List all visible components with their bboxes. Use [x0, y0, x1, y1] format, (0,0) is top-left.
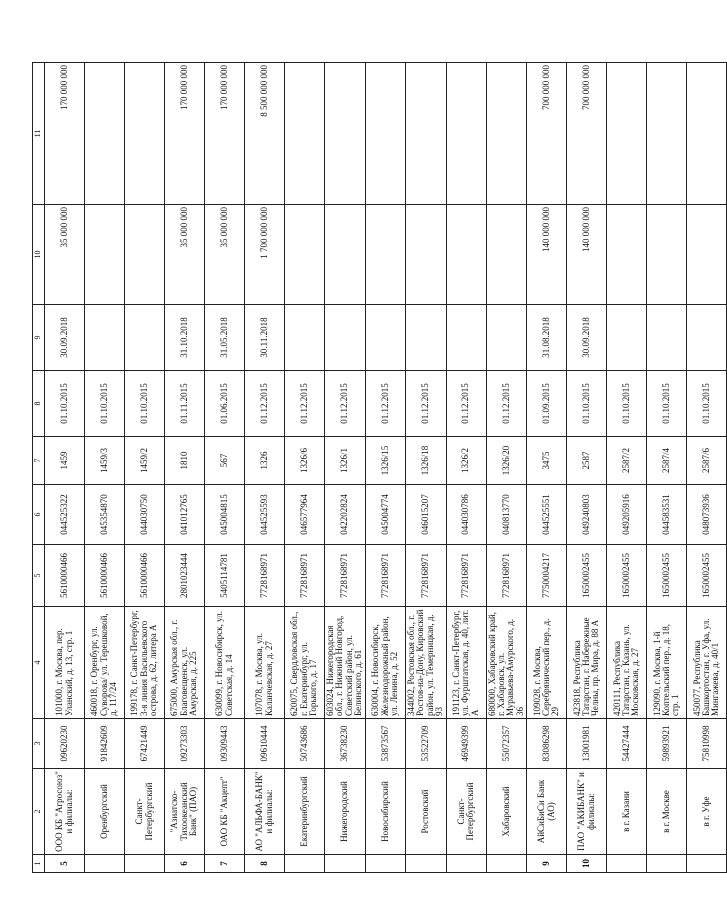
amount-min-cell — [365, 205, 405, 305]
amount-max-cell — [647, 63, 687, 205]
amount-max-cell — [486, 63, 527, 205]
end-date-cell — [647, 305, 687, 371]
column-number-row — [33, 63, 45, 873]
reg-number-cell: 2587/2 — [607, 437, 647, 485]
reg-number-cell: 567 — [205, 437, 245, 485]
bank-name-cell: ООО КБ "Агросоюз" и филиалы: — [45, 769, 85, 855]
amount-max-cell — [687, 63, 727, 205]
reg-number-cell: 1459 — [45, 437, 85, 485]
start-date-cell: 01.06.2015 — [205, 371, 245, 437]
amount-max-cell: 170 000 000 — [45, 63, 85, 205]
bik-cell: 045004774 — [365, 485, 405, 545]
inn-cell: 1650002455 — [567, 545, 607, 607]
okpo-code-cell: 09309443 — [205, 719, 245, 769]
inn-cell: 7728168971 — [365, 545, 405, 607]
start-date-cell: 01.10.2015 — [125, 371, 165, 437]
bank-name-cell: Екатеринбургский — [285, 769, 325, 855]
okpo-code-cell: 13001981 — [567, 719, 607, 769]
amount-min-cell: 140 000 000 — [567, 205, 607, 305]
table-row — [486, 63, 527, 873]
bank-name-cell: АйСиБиСи Банк (АО) — [527, 769, 567, 855]
address-cell: 199178, г. Санкт-Петербург, 3-я линия Васильевского острова, д. 62, литера А — [125, 607, 165, 719]
row-number-cell: 8 — [245, 855, 285, 873]
reg-number-cell: 1326/15 — [365, 437, 405, 485]
address-cell: 420111, Республика Татарстан, г. Казань, ул. Московская, д. 27 — [607, 607, 647, 719]
row-number-cell: 9 — [527, 855, 567, 873]
okpo-code-cell: 09620230 — [45, 719, 85, 769]
amount-min-cell — [486, 205, 527, 305]
amount-min-cell: 1 700 000 000 — [245, 205, 285, 305]
amount-max-cell — [125, 63, 165, 205]
bank-register-table — [32, 62, 727, 873]
reg-number-cell: 1326/18 — [405, 437, 446, 485]
amount-max-cell: 170 000 000 — [205, 63, 245, 205]
row-number-cell — [607, 855, 647, 873]
column-header: 6 — [33, 485, 45, 545]
end-date-cell — [607, 305, 647, 371]
reg-number-cell: 3475 — [527, 437, 567, 485]
address-cell: 603024, Нижегородская обл., г. Нижний Новгород, Советский район, ул. Белинского, д. 61 — [325, 607, 366, 719]
start-date-cell: 01.10.2015 — [567, 371, 607, 437]
address-cell: 423818, Республика Татарстан, г. Набережные Челны, пр. Мира, д. 88 А — [567, 607, 607, 719]
bik-cell: 041012765 — [165, 485, 205, 545]
okpo-code-cell: 75810998 — [687, 719, 727, 769]
amount-min-cell — [125, 205, 165, 305]
table-row — [165, 63, 205, 873]
end-date-cell — [325, 305, 366, 371]
inn-cell: 7728168971 — [285, 545, 325, 607]
amount-max-cell: 700 000 000 — [567, 63, 607, 205]
reg-number-cell: 1326/2 — [446, 437, 486, 485]
column-header: 11 — [33, 63, 45, 205]
inn-cell: 1650002455 — [687, 545, 727, 607]
column-header: 1 — [33, 855, 45, 873]
okpo-code-cell: 91842609 — [85, 719, 125, 769]
end-date-cell: 31.05.2018 — [205, 305, 245, 371]
okpo-code-cell: 50743686 — [285, 719, 325, 769]
address-cell: 129090, г. Москва, 1-й Коптельский пер., д. 18, стр. 1 — [647, 607, 687, 719]
table-row — [325, 63, 366, 873]
column-header: 2 — [33, 769, 45, 855]
column-header: 5 — [33, 545, 45, 607]
bank-name-cell: Санкт-Петербургский — [125, 769, 165, 855]
start-date-cell: 01.12.2015 — [446, 371, 486, 437]
reg-number-cell: 1326 — [245, 437, 285, 485]
address-cell: 191123, г. Санкт-Петербург, ул. Фурштатская, д. 40, лит. А — [446, 607, 486, 719]
address-cell: 620075, Свердловская обл., г. Екатеринбург, ул. Горького, д. 17 — [285, 607, 325, 719]
bik-cell: 046577964 — [285, 485, 325, 545]
amount-min-cell: 35 000 000 — [165, 205, 205, 305]
bik-cell: 046015207 — [405, 485, 446, 545]
end-date-cell — [85, 305, 125, 371]
column-header: 4 — [33, 607, 45, 719]
end-date-cell: 30.11.2018 — [245, 305, 285, 371]
inn-cell: 5405114781 — [205, 545, 245, 607]
rotated-table-wrapper — [32, 63, 721, 873]
okpo-code-cell: 54427444 — [607, 719, 647, 769]
bik-cell: 045354870 — [85, 485, 125, 545]
end-date-cell — [687, 305, 727, 371]
table-row — [285, 63, 325, 873]
okpo-code-cell: 83086298 — [527, 719, 567, 769]
amount-max-cell — [285, 63, 325, 205]
bik-cell: 044525551 — [527, 485, 567, 545]
bik-cell: 044583531 — [647, 485, 687, 545]
amount-max-cell: 170 000 000 — [165, 63, 205, 205]
table-row — [567, 63, 607, 873]
start-date-cell: 01.12.2015 — [405, 371, 446, 437]
address-cell: 450077, Республика Башкортостан, г. Уфа, ул. Мингажева, д. 40/1 — [687, 607, 727, 719]
bank-name-cell: Санкт-Петербургский — [446, 769, 486, 855]
bik-cell: 040813770 — [486, 485, 527, 545]
row-number-cell — [325, 855, 366, 873]
reg-number-cell: 1326/1 — [325, 437, 366, 485]
start-date-cell: 01.12.2015 — [245, 371, 285, 437]
bik-cell: 044030786 — [446, 485, 486, 545]
row-number-cell: 10 — [567, 855, 607, 873]
bank-name-cell: Нижегородский — [325, 769, 366, 855]
row-number-cell — [486, 855, 527, 873]
row-number-cell: 7 — [205, 855, 245, 873]
row-number-cell: 6 — [165, 855, 205, 873]
okpo-code-cell: 46949399 — [446, 719, 486, 769]
bank-name-cell: ОАО КБ "Акцепт" — [205, 769, 245, 855]
table-row — [687, 63, 727, 873]
bank-name-cell: Ростовский — [405, 769, 446, 855]
address-cell: 344002, Ростовская обл., г. Ростов-на-Дону, Кировский район, ул. Темерницкая, д. 93 — [405, 607, 446, 719]
amount-min-cell: 140 000 000 — [527, 205, 567, 305]
start-date-cell: 01.10.2015 — [607, 371, 647, 437]
reg-number-cell: 2587/4 — [647, 437, 687, 485]
address-cell: 630004, г. Новосибирск, Железнодорожный район, ул. Ленина, д. 52 — [365, 607, 405, 719]
bank-name-cell: "Азиатско-Тихоокеанский Банк" (ПАО) — [165, 769, 205, 855]
end-date-cell: 31.10.2018 — [165, 305, 205, 371]
start-date-cell: 01.10.2015 — [687, 371, 727, 437]
column-header: 8 — [33, 371, 45, 437]
reg-number-cell: 1810 — [165, 437, 205, 485]
inn-cell: 7728168971 — [405, 545, 446, 607]
reg-number-cell: 1326/6 — [285, 437, 325, 485]
amount-max-cell — [85, 63, 125, 205]
reg-number-cell: 2587/6 — [687, 437, 727, 485]
bank-name-cell: АО "АЛЬФА-БАНК" и филиалы: — [245, 769, 285, 855]
inn-cell: 5610000466 — [85, 545, 125, 607]
inn-cell: 5610000466 — [45, 545, 85, 607]
end-date-cell — [405, 305, 446, 371]
column-header: 7 — [33, 437, 45, 485]
table-row — [125, 63, 165, 873]
okpo-code-cell: 09610444 — [245, 719, 285, 769]
row-number-cell — [687, 855, 727, 873]
row-number-cell — [85, 855, 125, 873]
bank-name-cell: ПАО "АКИБАНК" и филиалы: — [567, 769, 607, 855]
table-row — [527, 63, 567, 873]
bik-cell: 049205916 — [607, 485, 647, 545]
table-row — [647, 63, 687, 873]
okpo-code-cell: 67421449 — [125, 719, 165, 769]
bank-name-cell: в г. Уфе — [687, 769, 727, 855]
reg-number-cell: 2587 — [567, 437, 607, 485]
amount-max-cell — [325, 63, 366, 205]
amount-max-cell — [446, 63, 486, 205]
address-cell: 107078, г. Москва, ул. Каланчевская, д. 27 — [245, 607, 285, 719]
inn-cell: 7728168971 — [325, 545, 366, 607]
amount-min-cell — [607, 205, 647, 305]
inn-cell: 7728168971 — [245, 545, 285, 607]
start-date-cell: 01.11.2015 — [165, 371, 205, 437]
start-date-cell: 01.10.2015 — [647, 371, 687, 437]
bank-name-cell: в г. Казани — [607, 769, 647, 855]
row-number-cell: 5 — [45, 855, 85, 873]
row-number-cell — [405, 855, 446, 873]
table-row — [365, 63, 405, 873]
start-date-cell: 01.09.2015 — [527, 371, 567, 437]
reg-number-cell: 1459/3 — [85, 437, 125, 485]
inn-cell: 1650002455 — [607, 545, 647, 607]
end-date-cell — [486, 305, 527, 371]
amount-min-cell: 35 000 000 — [45, 205, 85, 305]
end-date-cell — [446, 305, 486, 371]
table-row — [205, 63, 245, 873]
okpo-code-cell: 55072357 — [486, 719, 527, 769]
bank-name-cell: Оренбургский — [85, 769, 125, 855]
amount-max-cell — [607, 63, 647, 205]
bank-name-cell: Хабаровский — [486, 769, 527, 855]
row-number-cell — [647, 855, 687, 873]
amount-max-cell: 8 500 000 000 — [245, 63, 285, 205]
row-number-cell — [285, 855, 325, 873]
table-row — [45, 63, 85, 873]
column-header: 3 — [33, 719, 45, 769]
okpo-code-cell: 53873567 — [365, 719, 405, 769]
bik-cell: 048073936 — [687, 485, 727, 545]
inn-cell: 1650002455 — [647, 545, 687, 607]
amount-min-cell — [285, 205, 325, 305]
reg-number-cell: 1326/20 — [486, 437, 527, 485]
row-number-cell — [365, 855, 405, 873]
end-date-cell — [365, 305, 405, 371]
end-date-cell: 30.09.2018 — [567, 305, 607, 371]
row-number-cell — [125, 855, 165, 873]
amount-max-cell — [365, 63, 405, 205]
address-cell: 675000, Амурская обл., г. Благовещенск, ул. Амурская, д. 225 — [165, 607, 205, 719]
inn-cell: 7728168971 — [446, 545, 486, 607]
start-date-cell: 01.10.2015 — [85, 371, 125, 437]
table-row — [85, 63, 125, 873]
end-date-cell: 31.08.2018 — [527, 305, 567, 371]
start-date-cell: 01.12.2015 — [285, 371, 325, 437]
address-cell: 460018, г. Оренбург, ул. Суворова/ ул. Терешковой, д. 117/24 — [85, 607, 125, 719]
okpo-code-cell: 36738230 — [325, 719, 366, 769]
amount-min-cell: 35 000 000 — [205, 205, 245, 305]
table-row — [405, 63, 446, 873]
inn-cell: 2801023444 — [165, 545, 205, 607]
column-header: 9 — [33, 305, 45, 371]
amount-min-cell — [85, 205, 125, 305]
column-header: 10 — [33, 205, 45, 305]
bik-cell: 044030750 — [125, 485, 165, 545]
address-cell: 109028, г. Москва, Серебрянический пер., д. 29 — [527, 607, 567, 719]
row-number-cell — [446, 855, 486, 873]
table-row — [245, 63, 285, 873]
bank-name-cell: в г. Москве — [647, 769, 687, 855]
amount-min-cell — [446, 205, 486, 305]
bik-cell: 042202824 — [325, 485, 366, 545]
amount-min-cell — [405, 205, 446, 305]
bik-cell: 044525593 — [245, 485, 285, 545]
bik-cell: 049240803 — [567, 485, 607, 545]
amount-max-cell: 700 000 000 — [527, 63, 567, 205]
amount-min-cell — [325, 205, 366, 305]
reg-number-cell: 1459/2 — [125, 437, 165, 485]
address-cell: 101000, г. Москва, пер. Уланский, д. 13, стр. 1 — [45, 607, 85, 719]
table-row — [607, 63, 647, 873]
inn-cell: 7750004217 — [527, 545, 567, 607]
end-date-cell — [285, 305, 325, 371]
address-cell: 630099, г. Новосибирск, ул. Советская, д. 14 — [205, 607, 245, 719]
start-date-cell: 01.10.2015 — [45, 371, 85, 437]
okpo-code-cell: 59893921 — [647, 719, 687, 769]
inn-cell: 7728168971 — [486, 545, 527, 607]
inn-cell: 5610000466 — [125, 545, 165, 607]
amount-min-cell — [647, 205, 687, 305]
table-row — [446, 63, 486, 873]
amount-max-cell — [405, 63, 446, 205]
okpo-code-cell: 53522709 — [405, 719, 446, 769]
bik-cell: 044525322 — [45, 485, 85, 545]
address-cell: 680000, Хабаровский край, г. Хабаровск, ул. Муравьева-Амурского, д. 36 — [486, 607, 527, 719]
end-date-cell — [125, 305, 165, 371]
start-date-cell: 01.12.2015 — [365, 371, 405, 437]
start-date-cell: 01.12.2015 — [325, 371, 366, 437]
bik-cell: 045004815 — [205, 485, 245, 545]
start-date-cell: 01.12.2015 — [486, 371, 527, 437]
end-date-cell: 30.09.2018 — [45, 305, 85, 371]
amount-min-cell — [687, 205, 727, 305]
bank-name-cell: Новосибирский — [365, 769, 405, 855]
okpo-code-cell: 09273303 — [165, 719, 205, 769]
